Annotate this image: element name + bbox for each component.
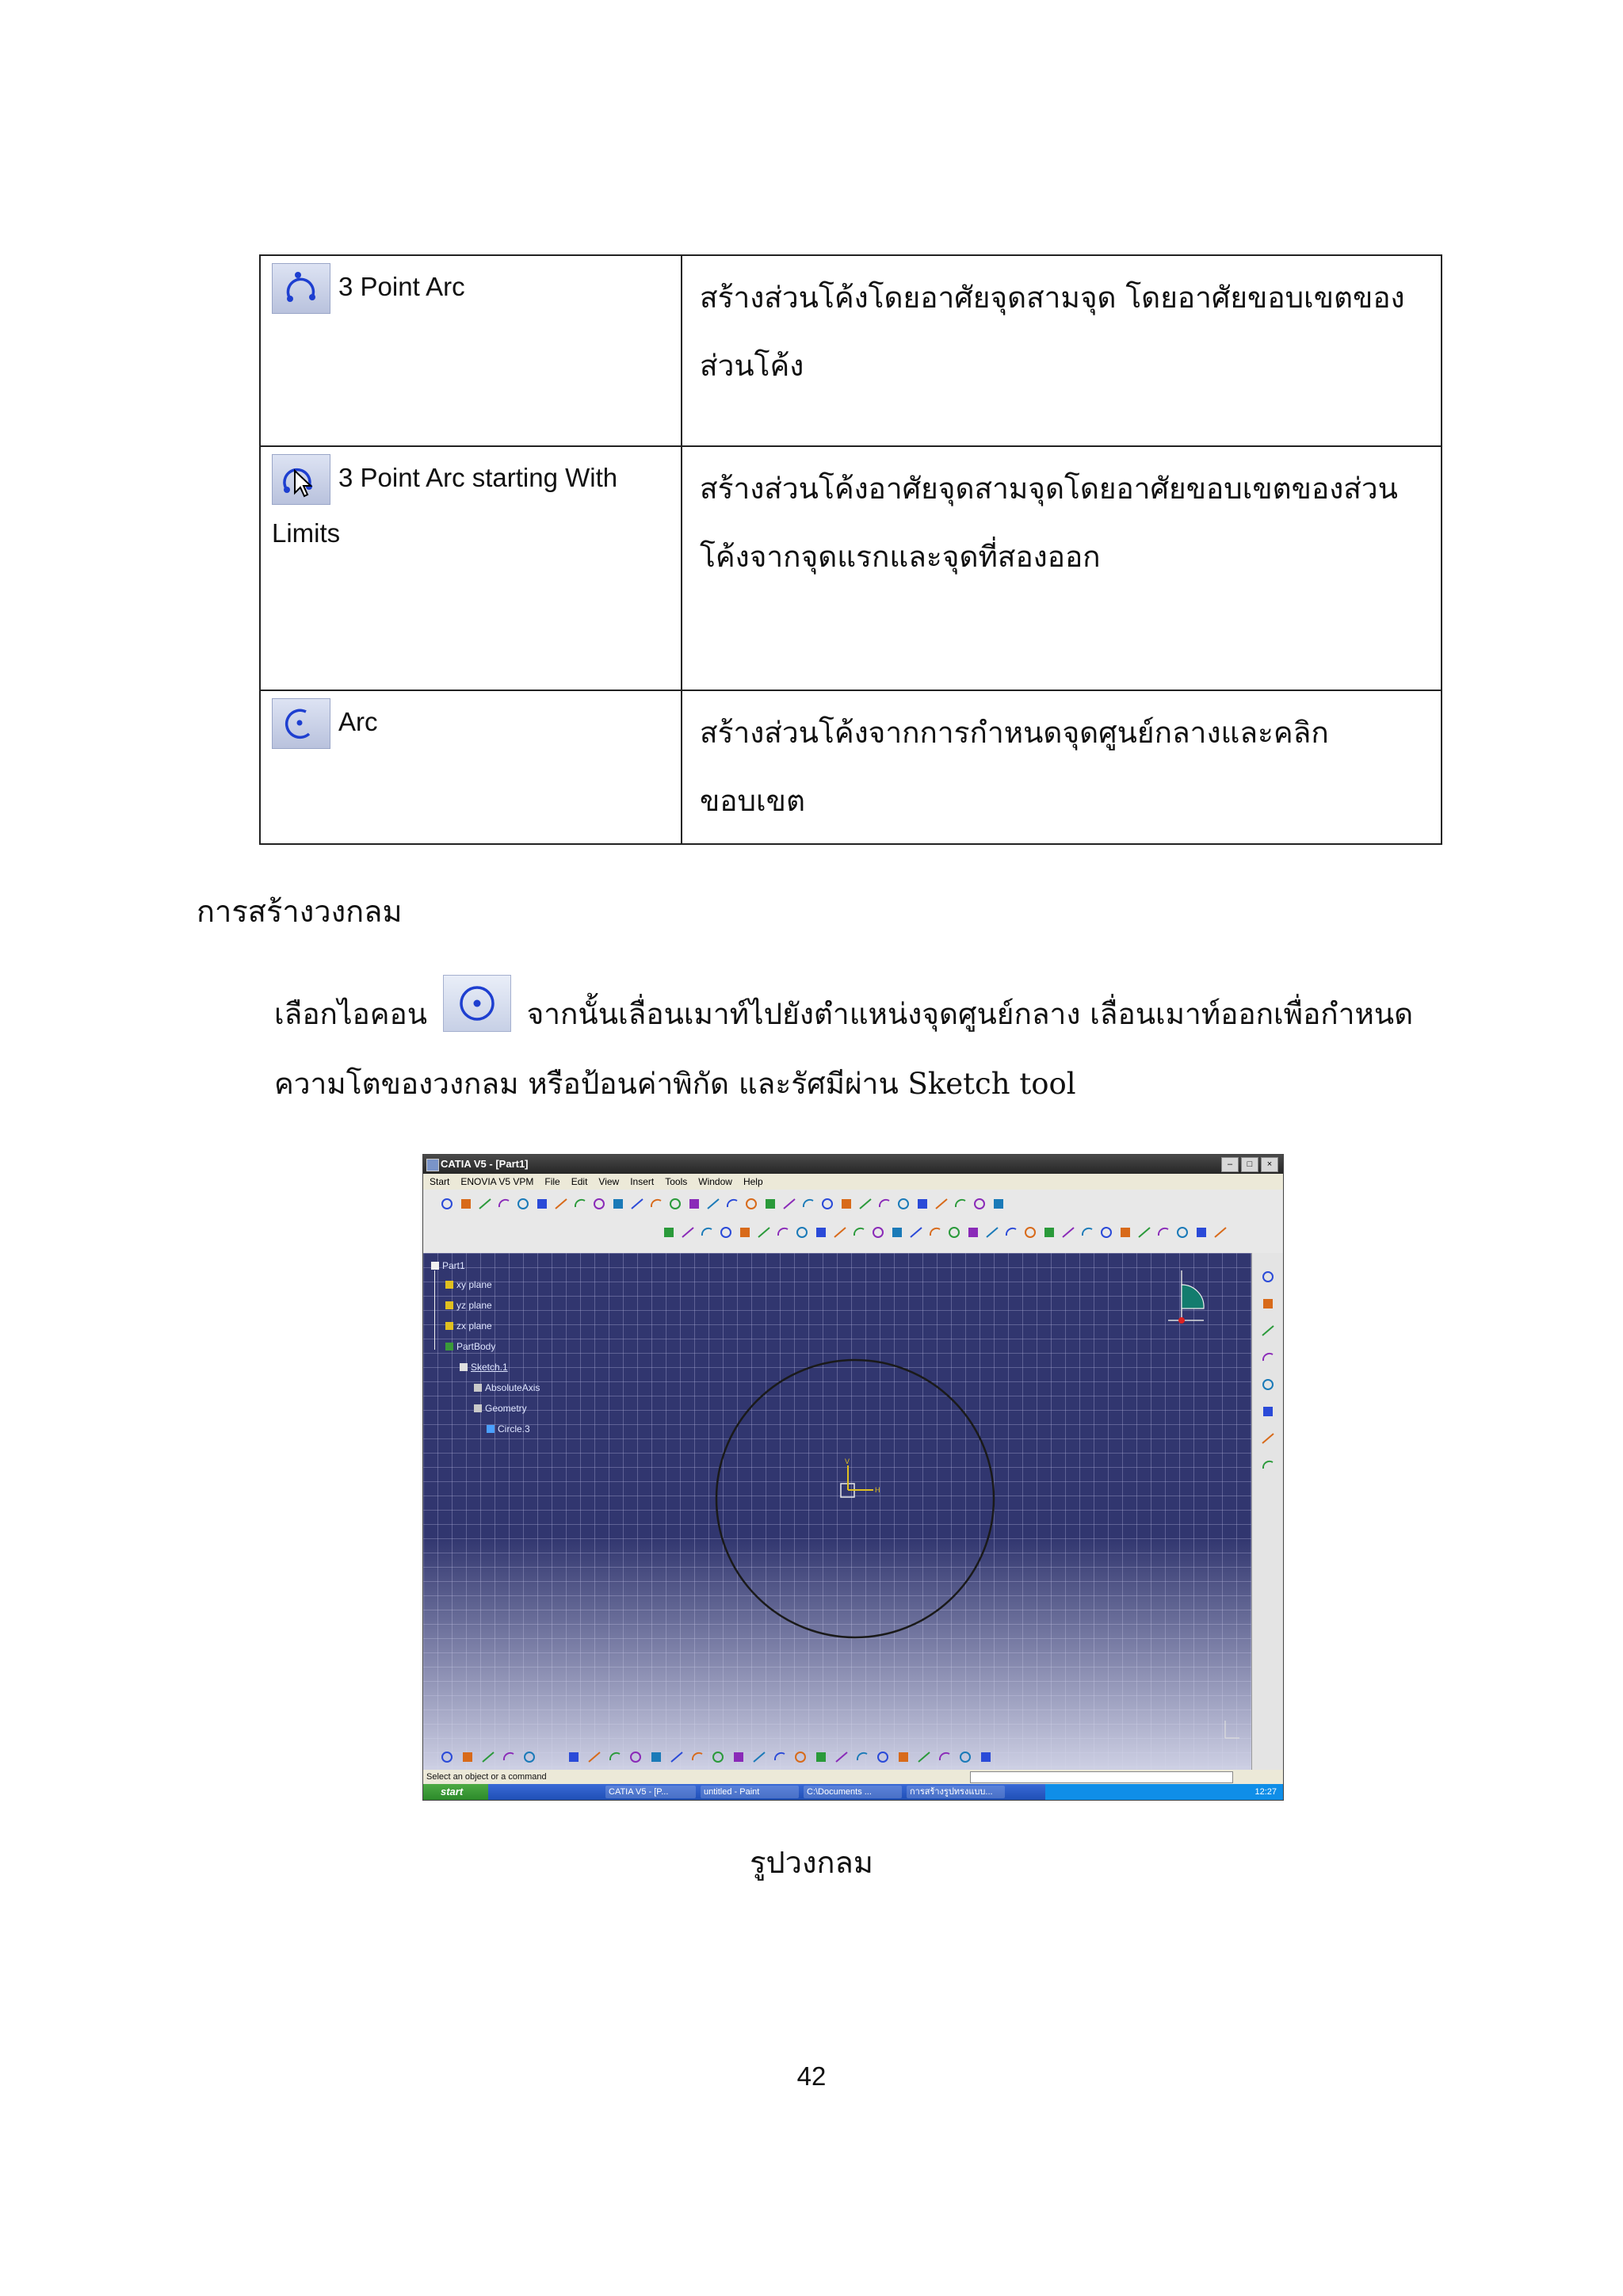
tree-node-icon (445, 1301, 453, 1309)
instruction-paragraph (274, 975, 1463, 1119)
toolbar-tool-icon[interactable] (1260, 1269, 1276, 1285)
toolbar-tool-icon[interactable] (629, 1196, 645, 1212)
tree-node-icon (445, 1343, 453, 1350)
window-titlebar (423, 1155, 1283, 1174)
tree-node-label: yz plane (456, 1300, 492, 1311)
toolbar-tool-icon[interactable] (953, 1196, 968, 1212)
toolbar-tool-icon[interactable] (521, 1749, 537, 1765)
close-icon[interactable]: × (1261, 1157, 1278, 1172)
toolbar-tool-icon[interactable] (439, 1196, 455, 1212)
toolbar-tool-icon[interactable] (591, 1196, 607, 1212)
sketcher-toolbars (423, 1190, 1283, 1254)
toolbar-tool-icon[interactable] (1003, 1224, 1019, 1240)
sketch-geometry (423, 1253, 1251, 1770)
toolbar-tool-icon[interactable] (737, 1224, 753, 1240)
table-row (260, 446, 1442, 690)
h-label: H (875, 1486, 880, 1494)
toolbar-tool-icon[interactable] (534, 1196, 550, 1212)
toolbar-tool-icon[interactable] (751, 1749, 767, 1765)
section-title: การสร้างวงกลม (197, 894, 403, 929)
toolbar-tool-icon[interactable] (628, 1749, 643, 1765)
system-tray (1045, 1784, 1283, 1800)
toolbar-tool-icon[interactable] (572, 1196, 588, 1212)
tree-node[interactable] (474, 1402, 527, 1415)
tool-name: 3 Point Arc (338, 272, 465, 301)
instruction-text-rest: จากนั้นเลื่อนเมาท์ไปยังตำแหน่งจุดศูนย์กลาง เลื่อนเมาท์ออกเพื่อกำหนดความโตของวงกลม หรือป้อนค่าพิกัด และรัศมีผ่าน Sketch tool (274, 997, 1414, 1101)
compass-icon[interactable] (1168, 1270, 1204, 1324)
toolbar-tool-icon[interactable] (501, 1749, 517, 1765)
toolbar-tool-icon[interactable] (978, 1749, 994, 1765)
tree-node-label: PartBody (456, 1341, 496, 1352)
tree-node-label: Sketch.1 (471, 1362, 508, 1373)
toolbar-tool-icon[interactable] (439, 1749, 455, 1765)
toolbar-tool-icon[interactable] (648, 1196, 664, 1212)
taskbar-item[interactable]: CATIA V5 - [P... (605, 1786, 696, 1798)
toolbar-tool-icon[interactable] (896, 1196, 911, 1212)
tool-name-cell (260, 255, 682, 446)
toolbar-tool-icon[interactable] (851, 1224, 867, 1240)
three-point-arc-limits-icon (272, 454, 330, 505)
taskbar-item[interactable]: untitled - Paint (701, 1786, 799, 1798)
toolbar-tool-icon[interactable] (946, 1224, 962, 1240)
start-button[interactable]: start (423, 1784, 488, 1800)
maximize-icon[interactable]: □ (1241, 1157, 1258, 1172)
tool-description-cell (682, 446, 1442, 690)
toolbar-tool-icon[interactable] (689, 1749, 705, 1765)
toolbar-tool-icon[interactable] (876, 1196, 892, 1212)
toolbar-tool-icon[interactable] (819, 1196, 835, 1212)
tree-node-icon (445, 1281, 453, 1289)
arc-icon (272, 698, 330, 749)
tree-node-label: Part1 (442, 1260, 465, 1271)
toolbar-tool-icon[interactable] (680, 1224, 696, 1240)
tree-node[interactable] (445, 1320, 492, 1332)
menu-item[interactable]: Tools (665, 1176, 688, 1187)
toolbar-tool-icon[interactable] (813, 1224, 829, 1240)
toolbar-tool-icon[interactable] (1260, 1323, 1276, 1339)
toolbar-tool-icon[interactable] (710, 1749, 726, 1765)
toolbar-tool-icon[interactable] (984, 1224, 1000, 1240)
toolbar-tool-icon[interactable] (794, 1224, 810, 1240)
v-label: V (845, 1457, 850, 1465)
window-title: CATIA V5 - [Part1] (441, 1158, 529, 1170)
tree-node-label: Geometry (485, 1403, 527, 1414)
toolbar-tool-icon[interactable] (792, 1749, 808, 1765)
toolbar-tool-icon[interactable] (669, 1749, 685, 1765)
toolbar-tool-icon[interactable] (889, 1224, 905, 1240)
tree-node[interactable] (460, 1361, 508, 1373)
menu-item[interactable]: Window (698, 1176, 732, 1187)
tree-node-icon (474, 1404, 482, 1412)
toolbar-tool-icon[interactable] (870, 1224, 886, 1240)
tree-node[interactable] (445, 1278, 492, 1291)
toolbar-tool-icon[interactable] (934, 1196, 949, 1212)
toolbar-tool-icon[interactable] (699, 1224, 715, 1240)
toolbar-tool-icon[interactable] (607, 1749, 623, 1765)
circle-icon (443, 975, 511, 1032)
toolbar-tool-icon[interactable] (1193, 1224, 1209, 1240)
toolbar-tool-icon[interactable] (813, 1749, 829, 1765)
tree-node[interactable] (431, 1259, 465, 1272)
toolbar-tool-icon[interactable] (458, 1196, 474, 1212)
toolbar-tool-icon[interactable] (875, 1749, 891, 1765)
table-row (260, 255, 1442, 446)
tree-node-icon (431, 1262, 439, 1270)
toolbar-tool-icon[interactable] (756, 1224, 772, 1240)
menu-item[interactable]: Insert (630, 1176, 655, 1187)
toolbar-tool-icon[interactable] (965, 1224, 981, 1240)
toolbar-tool-icon[interactable] (515, 1196, 531, 1212)
arc-tools-table (259, 254, 1442, 845)
windows-taskbar (423, 1784, 1283, 1800)
tree-node[interactable] (487, 1423, 530, 1435)
toolbar-tool-icon[interactable] (1041, 1224, 1057, 1240)
tool-description-cell (682, 255, 1442, 446)
table-row (260, 690, 1442, 844)
toolbar-tool-icon[interactable] (834, 1749, 850, 1765)
sketch-viewport[interactable] (423, 1253, 1251, 1770)
tree-node-label: Circle.3 (498, 1423, 530, 1435)
toolbar-tool-icon[interactable] (1174, 1224, 1190, 1240)
toolbar-tool-icon[interactable] (857, 1196, 873, 1212)
toolbar-tool-icon[interactable] (991, 1196, 1006, 1212)
figure-caption: รูปวงกลม (750, 1845, 873, 1880)
toolbar-tool-icon[interactable] (762, 1196, 778, 1212)
tool-name: 3 Point Arc starting With Limits (272, 463, 618, 548)
tree-node-label: AbsoluteAxis (485, 1382, 540, 1393)
toolbar-tool-icon[interactable] (775, 1224, 791, 1240)
command-input[interactable] (970, 1771, 1233, 1783)
menu-item[interactable]: File (544, 1176, 560, 1187)
instruction-text-start: เลือกไอคอน (274, 997, 428, 1031)
toolbar-tool-icon[interactable] (586, 1749, 602, 1765)
taskbar-item[interactable]: C:\Documents ... (804, 1786, 902, 1798)
toolbar-tool-icon[interactable] (896, 1749, 911, 1765)
menu-item[interactable]: Start (430, 1176, 450, 1187)
toolbar-tool-icon[interactable] (743, 1196, 759, 1212)
toolbar-tool-icon[interactable] (1260, 1404, 1276, 1419)
tree-node-label: zx plane (456, 1320, 492, 1331)
toolbar-tool-icon[interactable] (731, 1749, 747, 1765)
toolbar-tool-icon[interactable] (1260, 1431, 1276, 1446)
toolbar-tool-icon[interactable] (480, 1749, 496, 1765)
tool-description: สร้างส่วนโค้งโดยอาศัยจุดสามจุด โดยอาศัยขอบเขตของส่วนโค้ง (700, 281, 1405, 383)
three-point-arc-icon (272, 263, 330, 314)
toolbar-tool-icon[interactable] (610, 1196, 626, 1212)
tool-description: สร้างส่วนโค้งจากการกำหนดจุดศูนย์กลางและคลิกขอบเขต (700, 716, 1329, 818)
toolbar-tool-icon[interactable] (915, 1196, 930, 1212)
toolbar-tool-icon[interactable] (566, 1749, 582, 1765)
tree-node[interactable] (445, 1340, 495, 1353)
taskbar-item[interactable]: การสร้างรูปทรงแบบ... (907, 1786, 1005, 1798)
tree-node-icon (474, 1384, 482, 1392)
toolbar-tool-icon[interactable] (781, 1196, 797, 1212)
menu-item[interactable]: Help (743, 1176, 763, 1187)
clock: 12:27 (1254, 1787, 1277, 1797)
toolbar-tool-icon[interactable] (838, 1196, 854, 1212)
tree-node-label: xy plane (456, 1279, 492, 1290)
tree-node[interactable] (474, 1381, 540, 1394)
minimize-icon[interactable]: – (1221, 1157, 1239, 1172)
window-controls (1221, 1157, 1278, 1172)
bottom-toolbars (423, 1725, 1251, 1770)
menu-bar (423, 1174, 1283, 1190)
catia-screenshot (422, 1154, 1284, 1801)
toolbar-tool-icon[interactable] (1098, 1224, 1114, 1240)
toolbar-tool-icon[interactable] (1136, 1224, 1152, 1240)
toolbar-tool-icon[interactable] (460, 1749, 475, 1765)
toolbar-tool-icon[interactable] (718, 1224, 734, 1240)
tree-connector (434, 1270, 435, 1350)
toolbar-tool-icon[interactable] (1212, 1224, 1228, 1240)
tree-node-icon (487, 1425, 495, 1433)
toolbar-tool-icon[interactable] (1060, 1224, 1076, 1240)
tool-description-cell (682, 690, 1442, 844)
toolbar-tool-icon[interactable] (1117, 1224, 1133, 1240)
toolbar-tool-icon[interactable] (916, 1749, 932, 1765)
toolbar-tool-icon[interactable] (686, 1196, 702, 1212)
status-bar (423, 1770, 1283, 1784)
toolbar-tool-icon[interactable] (1260, 1350, 1276, 1366)
toolbar-tool-icon[interactable] (972, 1196, 987, 1212)
sketch-circle[interactable] (716, 1360, 994, 1637)
toolbar-tool-icon[interactable] (1260, 1377, 1276, 1392)
toolbar-tool-icon[interactable] (667, 1196, 683, 1212)
tool-name-cell (260, 690, 682, 844)
tool-description: สร้างส่วนโค้งอาศัยจุดสามจุดโดยอาศัยขอบเขตของส่วนโค้งจากจุดแรกและจุดที่สองออก (700, 472, 1398, 574)
toolbar-tool-icon[interactable] (957, 1749, 973, 1765)
toolbar-tool-icon[interactable] (927, 1224, 943, 1240)
toolbar-tool-icon[interactable] (553, 1196, 569, 1212)
toolbar-tool-icon[interactable] (724, 1196, 740, 1212)
toolbar-tool-icon[interactable] (832, 1224, 848, 1240)
tool-name-cell (260, 446, 682, 690)
toolbar-tool-icon[interactable] (800, 1196, 816, 1212)
toolbar-tool-icon[interactable] (477, 1196, 493, 1212)
status-text: Select an object or a command (426, 1772, 547, 1782)
toolbar-tool-icon[interactable] (496, 1196, 512, 1212)
tree-node[interactable] (445, 1299, 492, 1312)
tool-name: Arc (338, 707, 378, 736)
toolbar-tool-icon[interactable] (661, 1224, 677, 1240)
toolbar-tool-icon[interactable] (937, 1749, 953, 1765)
toolbar-tool-icon[interactable] (705, 1196, 721, 1212)
toolbar-tool-icon[interactable] (1079, 1224, 1095, 1240)
page-number: 42 (796, 2061, 827, 2091)
menu-item[interactable]: ENOVIA V5 VPM (460, 1176, 534, 1187)
toolbar-tool-icon[interactable] (854, 1749, 870, 1765)
tree-node-icon (460, 1363, 468, 1371)
right-toolbar (1251, 1253, 1284, 1770)
menu-item[interactable]: Edit (571, 1176, 588, 1187)
toolbar-tool-icon[interactable] (908, 1224, 924, 1240)
toolbar-tool-icon[interactable] (1260, 1457, 1276, 1473)
menu-item[interactable]: View (598, 1176, 620, 1187)
tree-node-icon (445, 1322, 453, 1330)
catia-app-icon (426, 1159, 439, 1171)
toolbar-tool-icon[interactable] (1022, 1224, 1038, 1240)
toolbar-tool-icon[interactable] (1260, 1296, 1276, 1312)
toolbar-tool-icon[interactable] (1155, 1224, 1171, 1240)
toolbar-tool-icon[interactable] (648, 1749, 664, 1765)
toolbar-tool-icon[interactable] (772, 1749, 788, 1765)
